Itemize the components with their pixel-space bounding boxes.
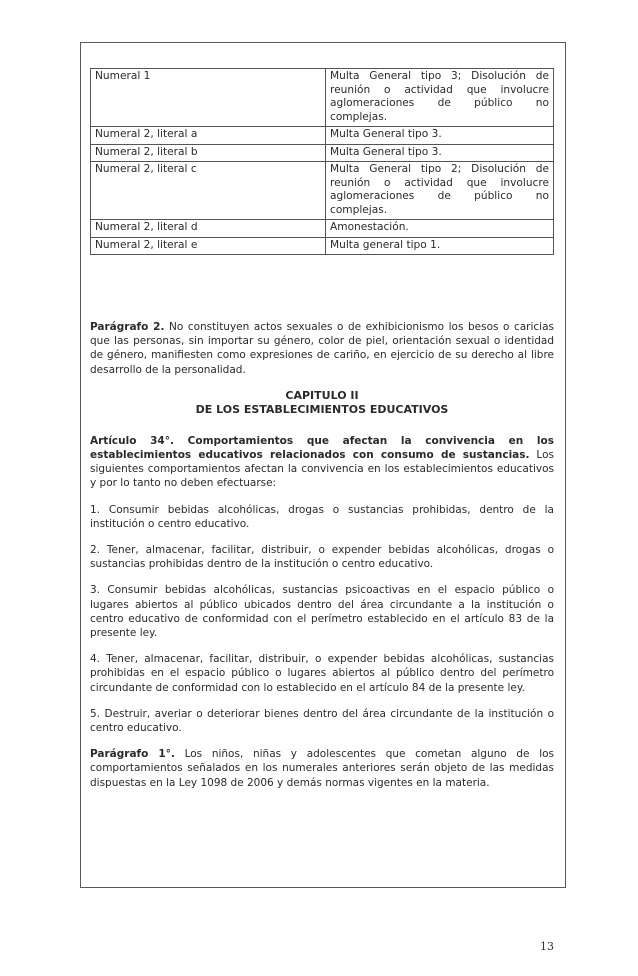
- article-34: [90, 434, 554, 491]
- numeral-cell: Numeral 2, literal e: [91, 237, 326, 255]
- numeral-cell: Numeral 2, literal d: [91, 220, 326, 238]
- sanction-cell: Multa General tipo 3.: [326, 144, 554, 162]
- table-row: [91, 237, 554, 255]
- sanction-cell: Amonestación.: [326, 220, 554, 238]
- table-row: [91, 162, 554, 220]
- numeral-cell: Numeral 2, literal b: [91, 144, 326, 162]
- list-item: 3. Consumir bebidas alcohólicas, sustancias psicoactivas en el espacio público o lugares abiertos al público ubicados dentro del área circundante a la institución o centro educativo de conformidad con el perímetro establecido en el artículo 83 de la presente ley.: [90, 584, 554, 640]
- document-body: [90, 320, 554, 802]
- sanction-cell: Multa General tipo 3; Disolución de reunión o actividad que involucre aglomeraciones de público no complejas.: [326, 69, 554, 127]
- infractions-table: [90, 68, 554, 255]
- table-row: [91, 144, 554, 162]
- chapter-heading: [90, 389, 554, 418]
- list-item: 5. Destruir, averiar o deteriorar bienes dentro del área circundante de la institución o centro educativo.: [90, 707, 554, 735]
- table-row: [91, 220, 554, 238]
- sanction-cell: Multa General tipo 3.: [326, 127, 554, 145]
- table-row: [91, 127, 554, 145]
- sanction-cell: Multa general tipo 1.: [326, 237, 554, 255]
- numeral-cell: Numeral 2, literal c: [91, 162, 326, 220]
- paragraph-2: [90, 320, 554, 377]
- list-item: 2. Tener, almacenar, facilitar, distribuir, o expender bebidas alcohólicas, drogas o sustancias prohibidas dentro de la institución o centro educativo.: [90, 544, 554, 571]
- list-item: 1. Consumir bebidas alcohólicas, drogas o sustancias prohibidas, dentro de la institución o centro educativo.: [90, 503, 554, 530]
- chapter-number: CAPITULO II: [285, 388, 359, 402]
- list-item: 4. Tener, almacenar, facilitar, distribuir, o expender bebidas alcohólicas, sustancias prohibidas en el espacio público o lugares abiertos al público dentro del perímetro circundante de conformidad con lo establecido en el artículo 84 de la presente ley.: [90, 653, 554, 694]
- table-row: [91, 69, 554, 127]
- chapter-title: DE LOS ESTABLECIMIENTOS EDUCATIVOS: [195, 403, 449, 417]
- paragraph-1-label: Parágrafo 1°.: [90, 748, 175, 761]
- numeral-cell: Numeral 2, literal a: [91, 127, 326, 145]
- paragraph-2-text: No constituyen actos sexuales o de exhibicionismo los besos o caricias que las personas, sin importar su género, color de piel, orientación sexual o identidad de género, manifiesten como expresiones de cariño, en ejercicio de su derecho al libre desarrollo de la personalidad.: [90, 321, 554, 376]
- article-34-heading: Artículo 34°. Comportamientos que afectan la convivencia en los establecimientos educativos relacionados con consumo de sustancias.: [90, 434, 554, 462]
- numeral-cell: Numeral 1: [91, 69, 326, 127]
- sanction-cell: Multa General tipo 2; Disolución de reunión o actividad que involucre aglomeraciones de público no complejas.: [326, 162, 554, 220]
- paragraph-1: [90, 747, 554, 790]
- page-number: 13: [540, 940, 554, 953]
- paragraph-2-label: Parágrafo 2.: [90, 321, 165, 333]
- paragraph-1-text: Los niños, niñas y adolescentes que cometan alguno de los comportamientos señalados en los numerales anteriores serán objeto de las medidas dispuestas en la Ley 1098 de 2006 y demás normas vigentes en la materia.: [90, 748, 555, 789]
- article-34-intro: Los siguientes comportamientos afectan la convivencia en los establecimientos educativos y por lo tanto no deben efectuarse:: [90, 449, 554, 490]
